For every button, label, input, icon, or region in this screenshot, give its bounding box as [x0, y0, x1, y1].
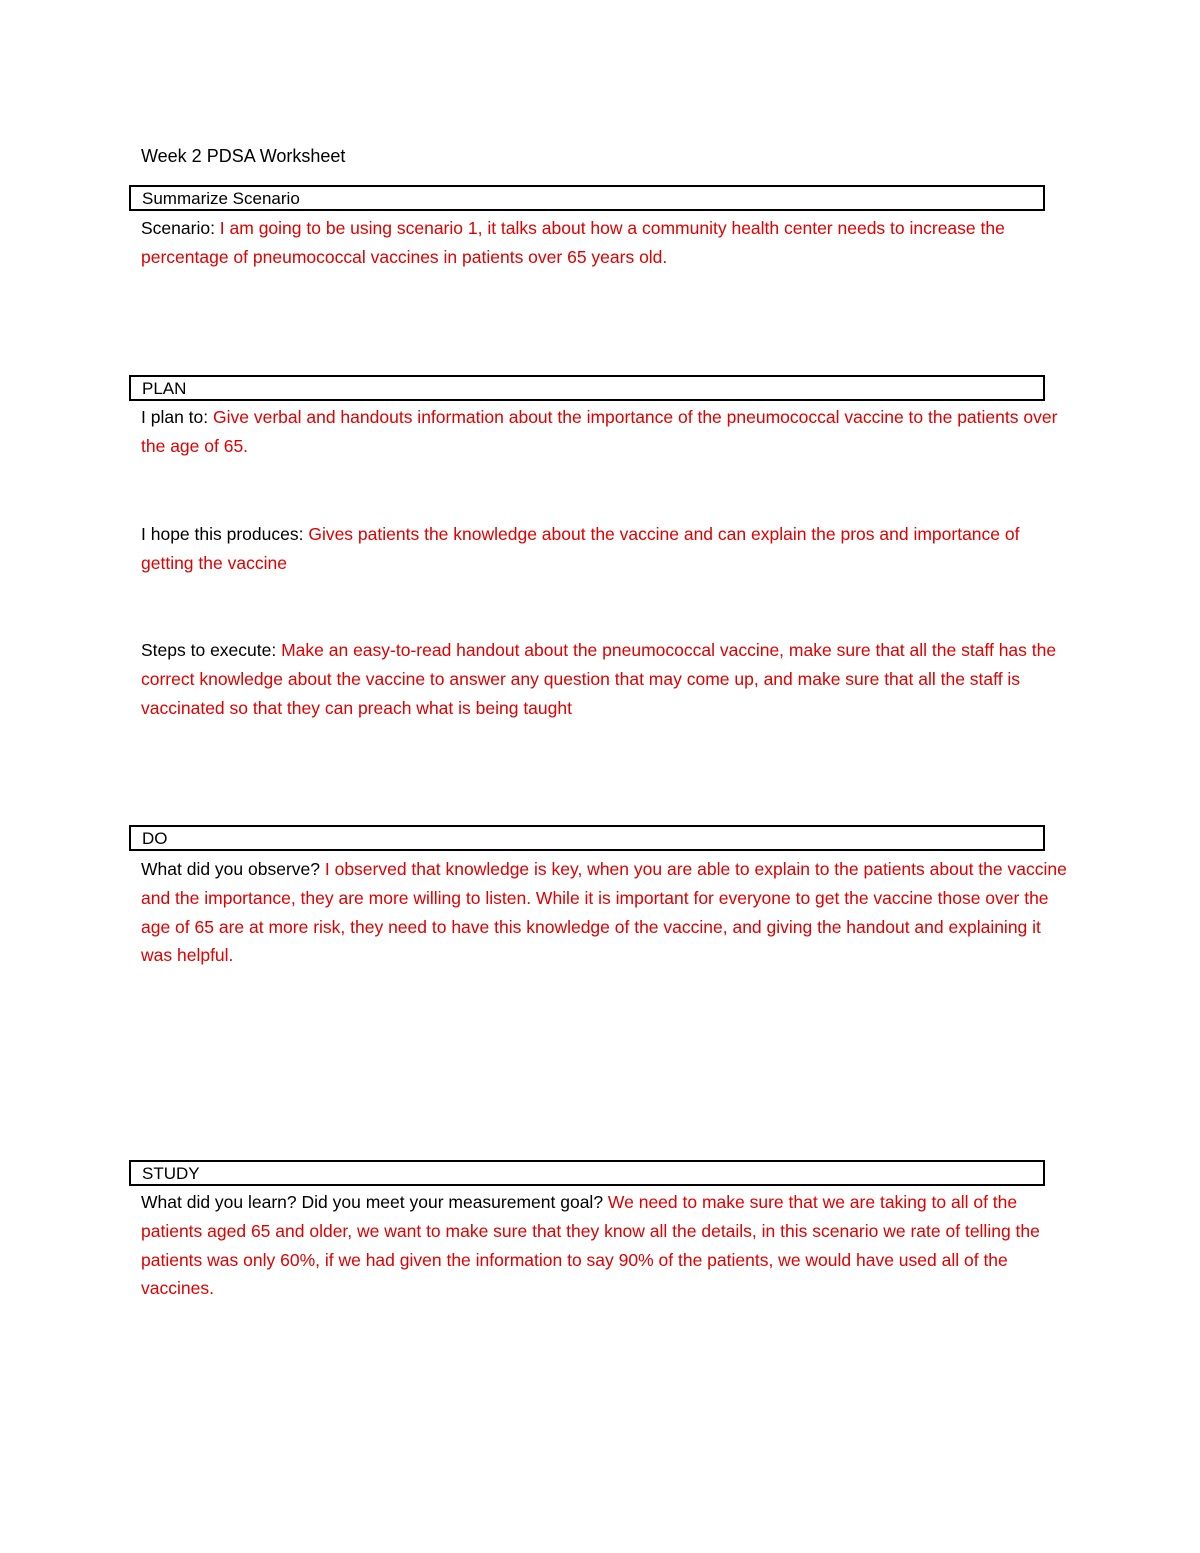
scenario-label: Scenario:	[141, 218, 220, 238]
hope-paragraph	[141, 520, 1071, 578]
do-section-header	[129, 825, 1045, 851]
scenario-answer: I am going to be using scenario 1, it talks about how a community health center needs to increase the percentage of pneumococcal vaccines in patients over 65 years old.	[141, 218, 1005, 267]
do-header-label: DO	[142, 829, 168, 848]
summary-section-header	[129, 185, 1045, 211]
scenario-paragraph	[141, 214, 1071, 272]
plan-header-label: PLAN	[142, 379, 187, 398]
steps-paragraph	[141, 636, 1071, 722]
plan-label: I plan to:	[141, 407, 213, 427]
observe-answer: I observed that knowledge is key, when you are able to explain to the patients about the vaccine and the importance, they are more willing to listen. While it is important for everyone to get the vaccine those over the age of 65 are at more risk, they need to have this knowledge of the vaccine, and giving the handout and explaining it was helpful.	[141, 859, 1067, 966]
page-title: Week 2 PDSA Worksheet	[141, 146, 346, 166]
observe-label: What did you observe?	[141, 859, 325, 879]
study-header-label: STUDY	[142, 1164, 200, 1183]
steps-answer: Make an easy-to-read handout about the pneumococcal vaccine, make sure that all the staff has the correct knowledge about the vaccine to answer any question that may come up, and make sure that all the staff is vaccinated so that they can preach what is being taught	[141, 640, 1057, 718]
plan-answer: Give verbal and handouts information about the importance of the pneumococcal vaccine to the patients over the age of 65.	[141, 407, 1058, 456]
hope-answer: Gives patients the knowledge about the vaccine and can explain the pros and importance of getting the vaccine	[141, 524, 1020, 573]
learn-answer: We need to make sure that we are taking to all of the patients aged 65 and older, we want to make sure that they know all the details, in this scenario we rate of telling the patients was only 60%, if we had given the information to say 90% of the patients, we would have used all of the vaccines.	[141, 1192, 1040, 1299]
learn-paragraph	[141, 1188, 1071, 1303]
study-section-header	[129, 1160, 1045, 1186]
plan-section-header	[129, 375, 1045, 401]
observe-paragraph	[141, 855, 1071, 970]
steps-label: Steps to execute:	[141, 640, 282, 660]
hope-label: I hope this produces:	[141, 524, 309, 544]
learn-label: What did you learn? Did you meet your measurement goal?	[141, 1192, 608, 1212]
summary-header-label: Summarize Scenario	[142, 189, 300, 208]
plan-paragraph	[141, 403, 1071, 461]
